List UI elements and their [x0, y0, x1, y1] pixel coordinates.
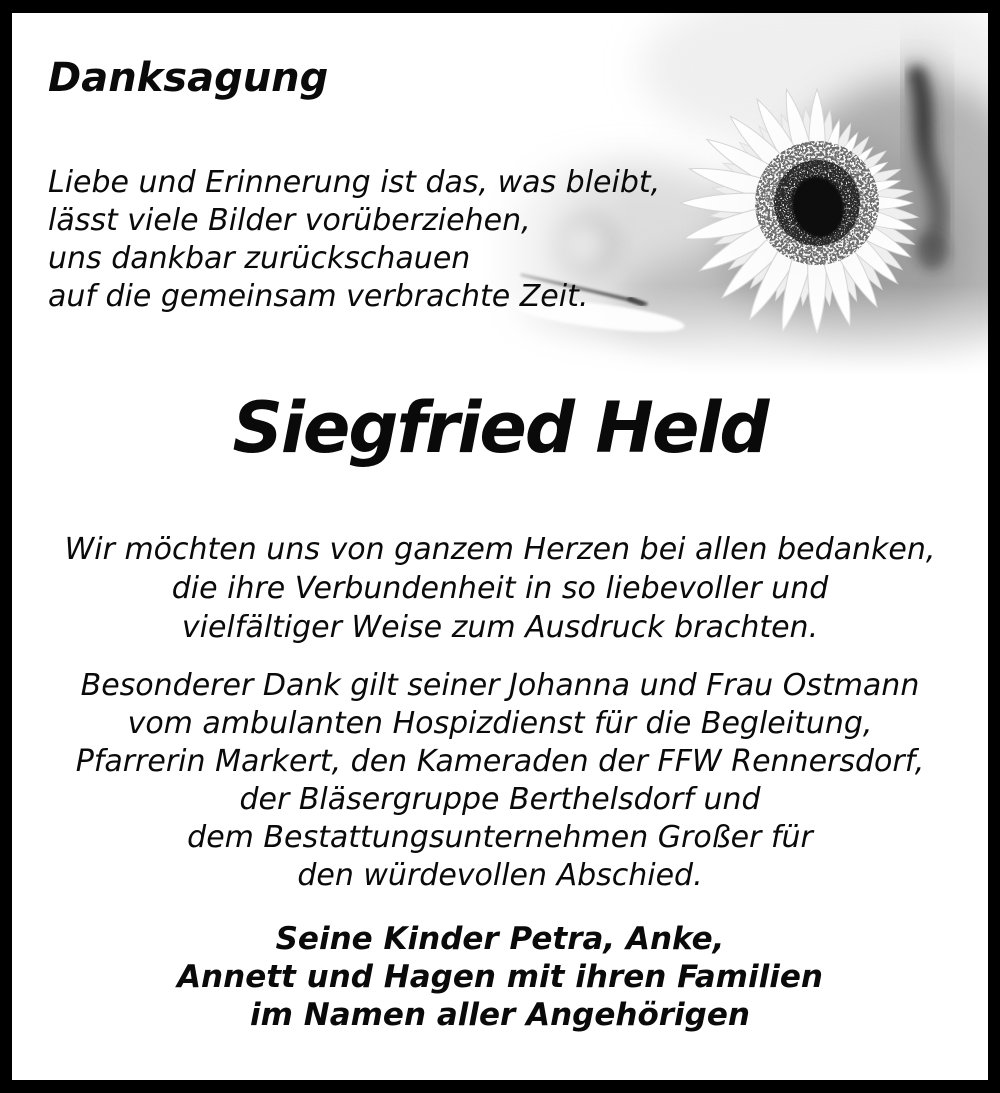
thanks-paragraph — [12, 530, 988, 647]
thanks-line: Wir möchten uns von ganzem Herzen bei allen bedanken, — [64, 532, 936, 567]
special-thanks-line: vom ambulanten Hospizdienst für die Begleitung, — [127, 706, 873, 741]
notice-text — [12, 55, 988, 1034]
poem-line: auf die gemeinsam verbrachte Zeit. — [48, 279, 589, 314]
poem-line: uns dankbar zurückschauen — [48, 241, 471, 276]
special-thanks-paragraph — [12, 667, 988, 895]
special-thanks-line: den würdevollen Abschied. — [297, 858, 703, 893]
obituary-notice-page — [12, 13, 988, 1080]
family-signature — [12, 920, 988, 1034]
signature-line: Seine Kinder Petra, Anke, — [275, 921, 725, 957]
thanks-line: die ihre Verbundenheit in so liebevoller und — [171, 571, 829, 606]
thanks-line: vielfältiger Weise zum Ausdruck brachten. — [181, 610, 819, 645]
poem-line: lässt viele Bilder vorüberziehen, — [48, 203, 531, 238]
poem-line: Liebe und Erinnerung ist das, was bleibt, — [48, 165, 661, 200]
notice-title: Danksagung — [48, 55, 329, 101]
special-thanks-line: Pfarrerin Markert, den Kameraden der FFW Rennersdorf, — [75, 744, 925, 779]
memorial-poem — [48, 164, 988, 316]
deceased-name: Siegfried Held — [232, 387, 768, 469]
signature-line: im Namen aller Angehörigen — [250, 997, 750, 1033]
special-thanks-line: dem Bestattungsunternehmen Großer für — [187, 820, 813, 855]
signature-line: Annett und Hagen mit ihren Familien — [177, 959, 823, 995]
special-thanks-line: Besonderer Dank gilt seiner Johanna und Frau Ostmann — [80, 668, 920, 703]
special-thanks-line: der Bläsergruppe Berthelsdorf und — [239, 782, 761, 817]
